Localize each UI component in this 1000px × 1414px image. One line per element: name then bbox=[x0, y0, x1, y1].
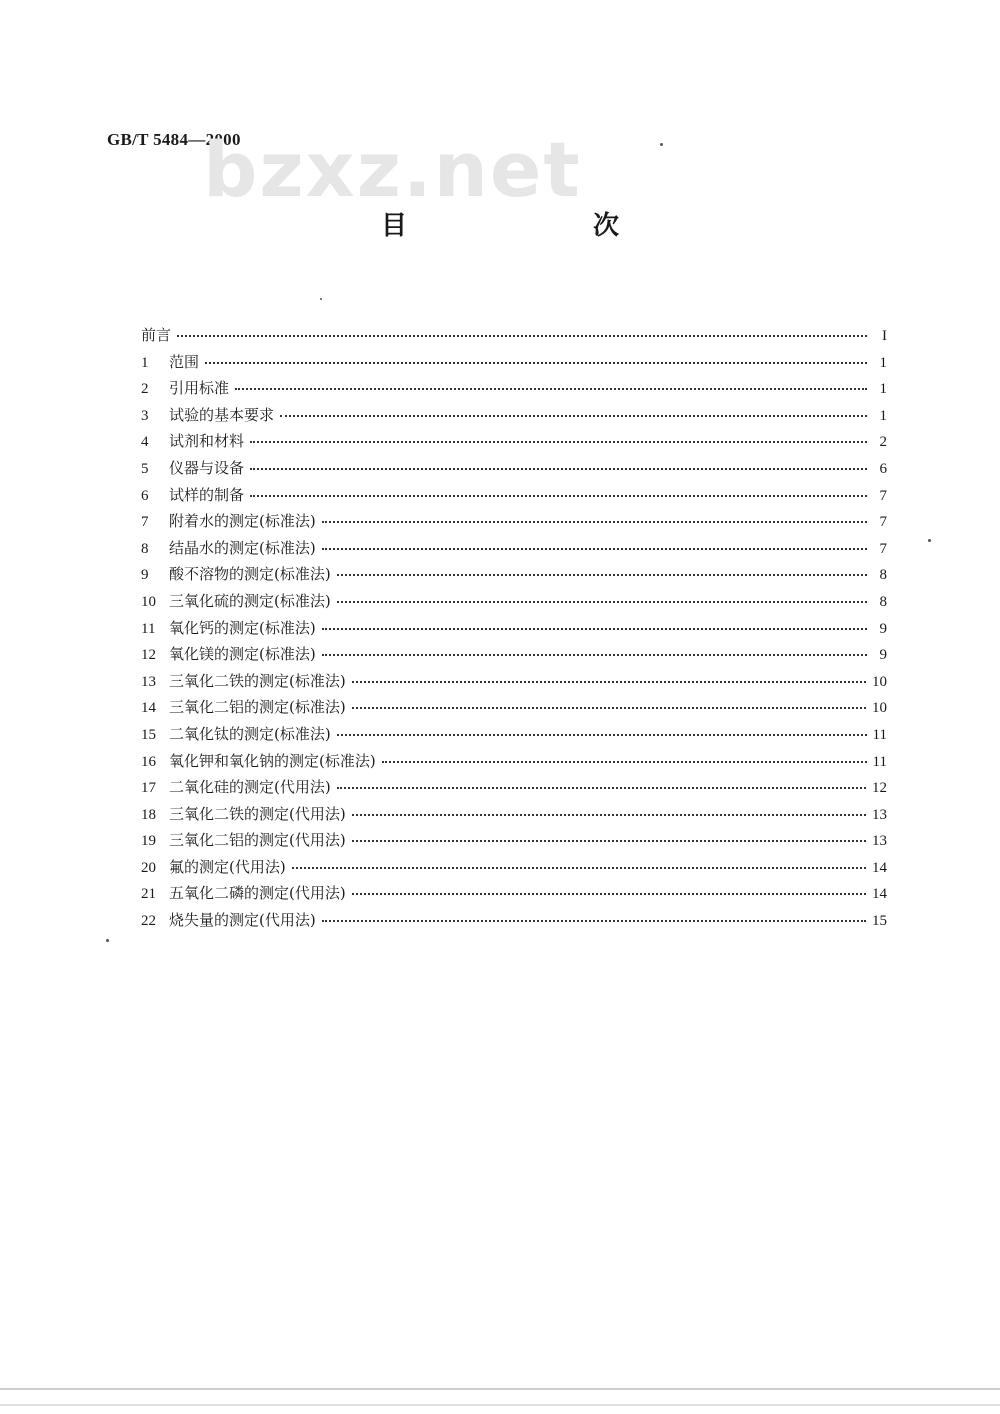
toc-entry-label: 烧失量的测定(代用法) bbox=[169, 911, 316, 930]
toc-entry bbox=[141, 750, 887, 777]
toc-entry-number: 3 bbox=[141, 407, 149, 424]
toc-leader-dots bbox=[322, 653, 867, 656]
toc-entry bbox=[141, 430, 887, 457]
scan-speck bbox=[660, 143, 663, 146]
toc-entry bbox=[141, 617, 887, 644]
toc-leader-dots bbox=[322, 520, 867, 523]
toc-entry bbox=[141, 404, 887, 431]
toc-entry-number: 2 bbox=[141, 381, 149, 398]
toc-entry-page: 12 bbox=[872, 780, 887, 797]
toc-entry-page: 14 bbox=[872, 859, 887, 876]
toc-entry bbox=[141, 696, 887, 723]
standard-code: GB/T 5484—2000 bbox=[107, 130, 241, 149]
toc-entry bbox=[141, 803, 887, 830]
toc-entry-label: 二氧化硅的测定(代用法) bbox=[169, 778, 331, 797]
toc-entry-number: 20 bbox=[141, 859, 156, 876]
toc-leader-dots bbox=[322, 547, 867, 550]
toc-entry-number: 6 bbox=[141, 487, 149, 504]
toc-entry-number: 19 bbox=[141, 833, 156, 850]
scan-speck bbox=[320, 298, 322, 300]
toc-entry-number: 8 bbox=[141, 540, 149, 557]
toc-leader-dots bbox=[352, 839, 866, 842]
toc-entry-label: 氧化钾和氧化钠的测定(标准法) bbox=[169, 751, 376, 770]
toc-entry-label: 三氧化二铁的测定(标准法) bbox=[169, 671, 346, 690]
table-of-contents bbox=[141, 324, 887, 936]
toc-entry-number: 18 bbox=[141, 806, 156, 823]
toc-entry-label: 三氧化二铝的测定(代用法) bbox=[169, 831, 346, 850]
toc-entry-page: 14 bbox=[872, 886, 887, 903]
toc-entry-page: 7 bbox=[879, 487, 887, 504]
toc-entry-page: 9 bbox=[879, 647, 887, 664]
toc-leader-dots bbox=[352, 892, 866, 895]
toc-entry bbox=[141, 510, 887, 537]
toc-title: 目 次 bbox=[380, 211, 699, 241]
scan-speck bbox=[106, 939, 109, 942]
toc-entry bbox=[141, 590, 887, 617]
toc-entry-label: 三氧化二铁的测定(代用法) bbox=[169, 804, 346, 823]
toc-entry bbox=[141, 643, 887, 670]
toc-entry-page: 9 bbox=[879, 620, 887, 637]
toc-leader-dots bbox=[280, 414, 867, 417]
toc-entry-label: 范围 bbox=[169, 352, 200, 371]
toc-entry-page: 7 bbox=[879, 514, 887, 531]
toc-entry-label: 附着水的测定(标准法) bbox=[169, 512, 316, 531]
toc-entry-page: 8 bbox=[879, 593, 887, 610]
scan-edge-line bbox=[0, 1404, 1000, 1406]
toc-entry-label: 试验的基本要求 bbox=[169, 405, 275, 424]
toc-entry-page: 1 bbox=[879, 354, 887, 371]
toc-entry-page: 6 bbox=[879, 460, 887, 477]
toc-entry-page: 13 bbox=[872, 833, 887, 850]
toc-leader-dots bbox=[352, 813, 866, 816]
toc-entry-label: 三氧化硫的测定(标准法) bbox=[169, 591, 331, 610]
toc-entry-page: 11 bbox=[872, 753, 887, 770]
toc-leader-dots bbox=[352, 680, 866, 683]
toc-leader-dots bbox=[250, 467, 867, 470]
toc-entry-number: 14 bbox=[141, 700, 156, 717]
toc-entry-label: 三氧化二铝的测定(标准法) bbox=[169, 698, 346, 717]
toc-entry-label: 氧化钙的测定(标准法) bbox=[169, 618, 316, 637]
toc-leader-dots bbox=[337, 600, 867, 603]
toc-entry-page: 15 bbox=[872, 913, 887, 930]
scan-speck bbox=[928, 539, 931, 542]
toc-entry-page: I bbox=[882, 328, 887, 344]
toc-entry-label: 结晶水的测定(标准法) bbox=[169, 538, 316, 557]
toc-entry-label: 前言 bbox=[141, 326, 172, 344]
toc-entry-number: 13 bbox=[141, 673, 156, 690]
toc-entry bbox=[141, 670, 887, 697]
toc-entry-label: 二氧化钛的测定(标准法) bbox=[169, 724, 331, 743]
toc-entry bbox=[141, 457, 887, 484]
toc-leader-dots bbox=[177, 334, 867, 337]
toc-leader-dots bbox=[382, 760, 867, 763]
toc-entry-label: 试样的制备 bbox=[169, 485, 245, 504]
toc-entry-label: 仪器与设备 bbox=[169, 458, 245, 477]
toc-entry bbox=[141, 909, 887, 936]
toc-entry-page: 11 bbox=[872, 726, 887, 743]
toc-entry-number: 7 bbox=[141, 514, 149, 531]
toc-entry-number: 12 bbox=[141, 647, 156, 664]
toc-entry-page: 2 bbox=[879, 434, 887, 451]
toc-entry-label: 五氧化二磷的测定(代用法) bbox=[169, 884, 346, 903]
toc-entry bbox=[141, 776, 887, 803]
toc-entry-number: 17 bbox=[141, 780, 156, 797]
toc-entry bbox=[141, 882, 887, 909]
toc-entry-label: 氟的测定(代用法) bbox=[169, 857, 286, 876]
toc-leader-dots bbox=[337, 733, 867, 736]
toc-entry-page: 1 bbox=[879, 407, 887, 424]
toc-entry-number: 11 bbox=[141, 620, 156, 637]
toc-entry-page: 7 bbox=[879, 540, 887, 557]
toc-entry-number: 5 bbox=[141, 460, 149, 477]
toc-entry-number: 10 bbox=[141, 593, 156, 610]
toc-leader-dots bbox=[205, 361, 867, 364]
scan-edge-line bbox=[0, 1388, 1000, 1390]
toc-leader-dots bbox=[235, 387, 867, 390]
toc-entry-number: 15 bbox=[141, 726, 156, 743]
toc-leader-dots bbox=[250, 440, 867, 443]
toc-entry-label: 引用标准 bbox=[169, 379, 230, 398]
toc-entry-page: 10 bbox=[872, 700, 887, 717]
toc-leader-dots bbox=[352, 706, 866, 709]
toc-entry-label: 酸不溶物的测定(标准法) bbox=[169, 565, 331, 584]
toc-leader-dots bbox=[337, 786, 866, 789]
toc-entry bbox=[141, 351, 887, 378]
toc-entry bbox=[141, 324, 887, 351]
toc-entry-page: 13 bbox=[872, 806, 887, 823]
toc-entry-number: 4 bbox=[141, 434, 149, 451]
toc-entry bbox=[141, 723, 887, 750]
toc-entry-label: 试剂和材料 bbox=[169, 432, 245, 451]
toc-entry-page: 1 bbox=[879, 381, 887, 398]
toc-leader-dots bbox=[292, 866, 866, 869]
watermark-text: bzxz.net bbox=[203, 125, 582, 214]
toc-leader-dots bbox=[322, 627, 867, 630]
toc-entry bbox=[141, 856, 887, 883]
toc-entry-page: 10 bbox=[872, 673, 887, 690]
toc-entry-number: 22 bbox=[141, 913, 156, 930]
toc-entry bbox=[141, 377, 887, 404]
toc-entry bbox=[141, 484, 887, 511]
toc-leader-dots bbox=[322, 919, 866, 922]
toc-entry-number: 9 bbox=[141, 567, 149, 584]
toc-leader-dots bbox=[337, 573, 867, 576]
toc-entry-page: 8 bbox=[879, 567, 887, 584]
toc-leader-dots bbox=[250, 494, 867, 497]
toc-entry-number: 16 bbox=[141, 753, 156, 770]
toc-entry-number: 21 bbox=[141, 886, 156, 903]
toc-entry-label: 氧化镁的测定(标准法) bbox=[169, 645, 316, 664]
toc-entry bbox=[141, 563, 887, 590]
toc-entry bbox=[141, 829, 887, 856]
toc-entry bbox=[141, 537, 887, 564]
toc-entry-number: 1 bbox=[141, 354, 149, 371]
